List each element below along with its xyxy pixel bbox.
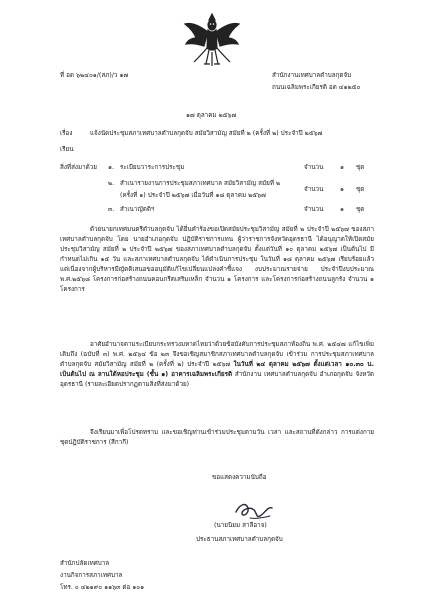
enclosure-text-line2: (ครั้งที่ ๑) ประจำปี ๒๕๖๗ เมื่อวันที่ ๑๘ ตุลาคม ๒๕๖๗ xyxy=(120,192,266,199)
enclosure-qty-label: จำนวน xyxy=(304,186,324,193)
enclosures-label: สิ่งที่ส่งมาด้วย xyxy=(60,164,97,171)
body-paragraph-2 xyxy=(60,340,374,390)
body-paragraph-3: จึงเรียนมาเพื่อโปรดทราบ และขอเชิญท่านเข้าร่วมประชุมตามวัน เวลา และสถานที่ดังกล่าว การแต่งกาย ชุดปฏิบัติราชการ (สีกากี) xyxy=(60,429,374,446)
subject-label: เรื่อง xyxy=(60,130,73,137)
meeting-date-time-place: ในวันที่ ๒๔ ตุลาคม ๒๕๖๗ ตั้งแต่เวลา ๑๐.๓๐ น. เป็นต้นไป ณ ลานใต้หอประชุม (ชั้น ๑) อาคารเฉลิมพระเกียรติ xyxy=(60,361,374,378)
enclosure-text: สำเนาญัตติฯ xyxy=(120,206,155,213)
enclosure-number: ๓. xyxy=(108,206,115,213)
document-number: ที่ อด ๖๒๔๐๑/(สภ)/ว ๑๗ xyxy=(60,72,129,79)
body-paragraph-2-part2: สำนักงาน เทศบาลตำบลกุดจับ อำเภอกุดจับ จังหวัดอุดรธานี (รายละเอียดปรากฏตามสิ่งที่ส่งมาด้วย) xyxy=(60,371,374,388)
body-paragraph-2-part1: อาศัยอำนาจตามระเบียบกระทรวงมหาดไทยว่าด้วยข้อบังคับการประชุมสภาท้องถิ่น พ.ศ. ๒๕๔๗ แก้ไขเพิ่มเติมถึง (ฉบับที่ ๓) พ.ศ. ๒๕๖๔ ข้อ ๒๓ จึงขอเชิญสมาชิกสภาเทศบาลตำบลกุดจับ เข้าร่วม การประชุมสภาเทศบาลตำบลกุดจับ สมัยวิสามัญ สมัยที่ ๒ (ครั้งที่ ๒) ประจำปี ๒๕๖๗ xyxy=(60,341,374,368)
signer-name: (นายนิยม สาลีอาจ) xyxy=(214,522,267,529)
enclosure-unit: ชุด xyxy=(356,206,365,213)
enclosure-unit: ชุด xyxy=(356,186,365,193)
salutation: เรียน xyxy=(60,146,74,153)
enclosure-qty: ๑ xyxy=(340,164,344,171)
body-paragraph-1: ด้วยนายกเทศมนตรีตำบลกุดจับ ได้ยื่นคำร้องขอเปิดสมัยประชุมวิสามัญ สมัยที่ ๒ ประจำปี ๒๕๖๗ ของสภาเทศบาลตำบลกุดจับ โดย นายอำเภอกุดจับ ปฏิบัติราชการแทน ผู้ว่าราชการจังหวัดอุดรธานี ได้อนุญาตให้เปิดสมัยประชุมวิสามัญ สมัยที่ ๒ ประจำปี ๒๕๖๗ ของสภาเทศบาลตำบลกุดจับ ตั้งแต่วันที่ ๑๐ ตุลาคม ๒๕๖๗ เป็นต้นไป มีกำหนดไม่เกิน ๑๕ วัน และสภาเทศบาลตำบลกุดจับ ได้ดำเนินการประชุม ในวันที่ ๑๘ ตุลาคม ๒๕๖๗ เรียบร้อยแล้ว แต่เนื่องจากผู้บริหารมีญัตติเสนอขออนุมัติแก้ไขเปลี่ยนแปลงคำชี้แจง งบประมาณรายจ่าย ประจำปีงบประมาณ พ.ศ.๒๕๖๘ โครงการก่อสร้างถนนคอนกรีตเสริมเหล็ก จำนวน ๑ โครงการ และโครงการก่อสร้างถนนลูกรัง จำนวน ๑ โครงการ xyxy=(60,226,374,293)
enclosure-qty: ๑ xyxy=(340,206,344,213)
garuda-emblem-icon xyxy=(182,8,242,70)
footer-department: สำนักปลัดเทศบาล xyxy=(60,560,110,567)
office-address: ถนนเฉลิมพระเกียรติ อด ๔๑๒๕๐ xyxy=(272,84,361,91)
closing-regards: ขอแสดงความนับถือ xyxy=(212,474,267,481)
enclosure-number: ๑. xyxy=(108,164,114,171)
enclosure-qty: ๑ xyxy=(340,186,344,193)
enclosure-qty-label: จำนวน xyxy=(304,164,324,171)
signature-icon xyxy=(232,498,278,522)
enclosure-text-line1: สำเนารายงานการประชุมสภาเทศบาล สมัยวิสามัญ สมัยที่ ๒ xyxy=(120,180,281,187)
enclosure-unit: ชุด xyxy=(356,164,365,171)
footer-section: งานกิจการสภาเทศบาล xyxy=(60,572,123,579)
office-name: สำนักงานเทศบาลตำบลกุดจับ xyxy=(272,72,352,79)
footer-phone: โทร. ๐ ๔๒๑๙๐ ๑๑๖๓ ต่อ ๑๐๑ xyxy=(60,584,145,591)
signer-title: ประธานสภาเทศบาลตำบลกุดจับ xyxy=(196,536,283,543)
letter-date: ๑๗ ตุลาคม ๒๕๖๗ xyxy=(186,112,237,119)
enclosure-qty-label: จำนวน xyxy=(304,206,324,213)
enclosure-number: ๒. xyxy=(108,180,115,187)
enclosure-text: ระเบียบวาระการประชุม xyxy=(120,164,185,171)
subject-text: แจ้งนัดประชุมสภาเทศบาลตำบลกุดจับ สมัยวิสามัญ สมัยที่ ๒ (ครั้งที่ ๒) ประจำปี ๒๕๖๗ xyxy=(90,130,323,137)
